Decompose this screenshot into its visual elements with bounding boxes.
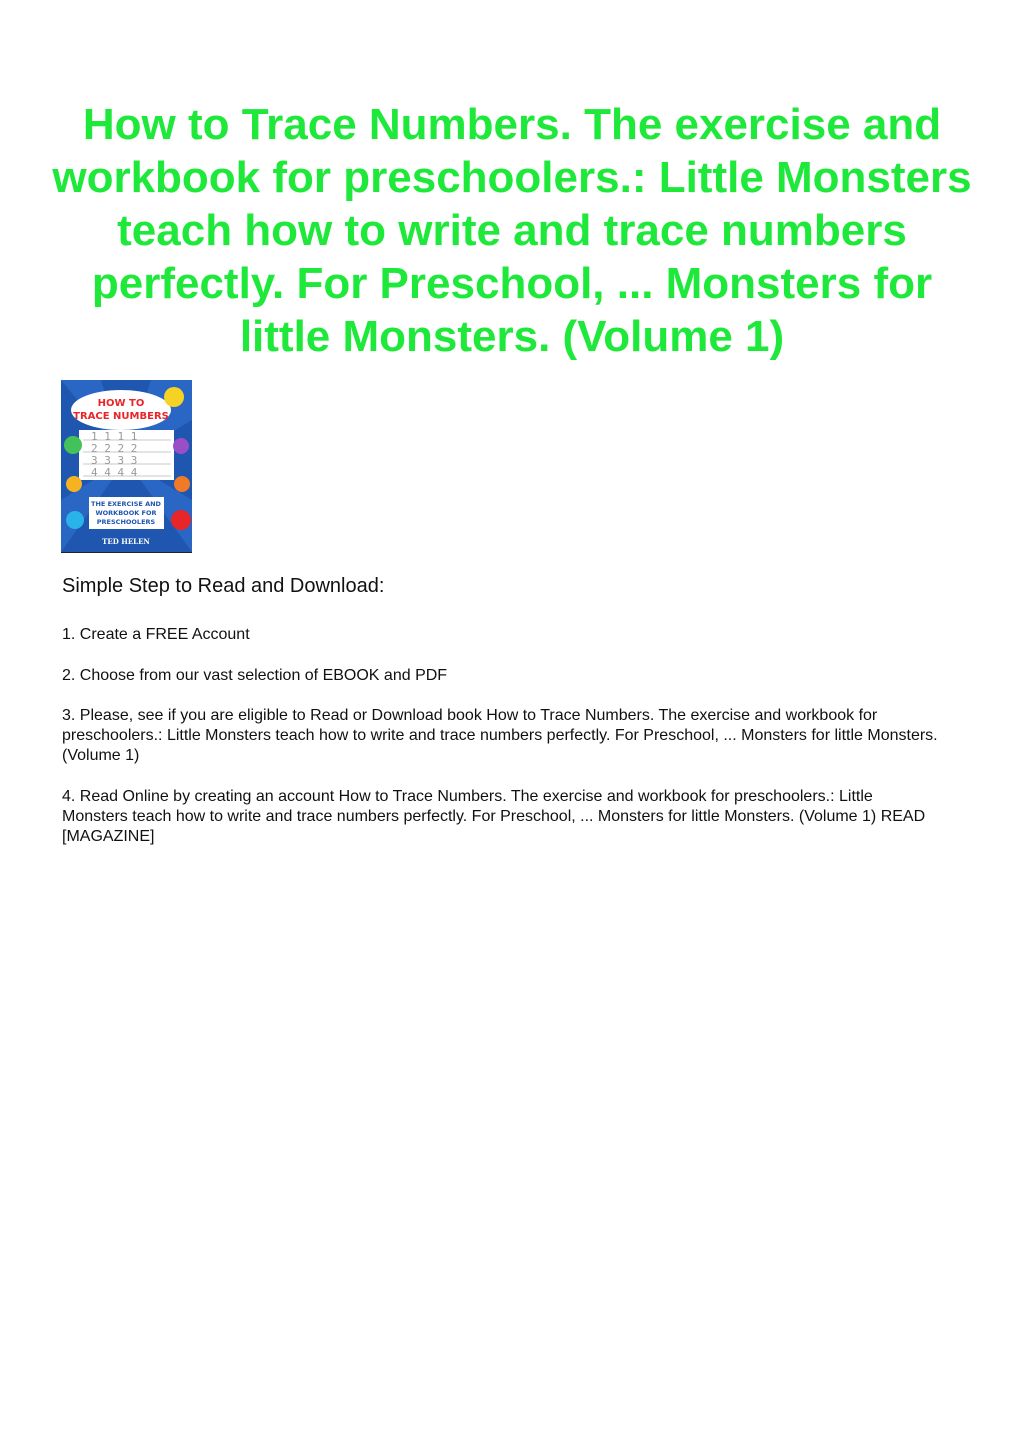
page-title: How to Trace Numbers. The exercise and workbook for preschoolers.: Little Monsters teach how to write and trace numbers perfectly. For Preschool, ... Monsters for little Monsters. (Volume 1) (52, 100, 972, 361)
download-steps-heading: Simple Step to Read and Download: (62, 575, 385, 597)
step-4: 4. Read Online by creating an account How to Trace Numbers. The exercise and workbook for preschoolers.: Little Monsters teach how to write and trace numbers perfectly. For Preschool, ... Monsters for little Monsters. (Volume 1) READ [MAGAZINE] (62, 788, 926, 845)
svg-text:2 2 2 2: 2 2 2 2 (91, 442, 138, 455)
cover-subtitle-line2: WORKBOOK FOR (95, 509, 157, 517)
cover-subtitle-line1: THE EXERCISE AND (91, 500, 161, 508)
svg-text:3 3 3 3: 3 3 3 3 (91, 454, 138, 467)
step-1: 1. Create a FREE Account (62, 626, 250, 643)
step-2: 2. Choose from our vast selection of EBOOK and PDF (62, 667, 448, 684)
book-cover-image (61, 380, 192, 553)
cover-title-line1: HOW TO (97, 398, 145, 409)
cover-subtitle-line3: PRESCHOOLERS (96, 518, 156, 526)
svg-text:4 4 4 4: 4 4 4 4 (91, 466, 138, 479)
cover-author: TED HELEN (102, 537, 150, 546)
cover-title-line2: TRACE NUMBERS (73, 411, 169, 422)
step-3: 3. Please, see if you are eligible to Read or Download book How to Trace Numbers. The exercise and workbook for preschoolers.: Little Monsters teach how to write and trace numbers perfectly. For Preschool, ... Monsters for little Monsters. (Volume 1) (62, 707, 938, 764)
svg-text:1 1 1 1: 1 1 1 1 (91, 430, 138, 443)
